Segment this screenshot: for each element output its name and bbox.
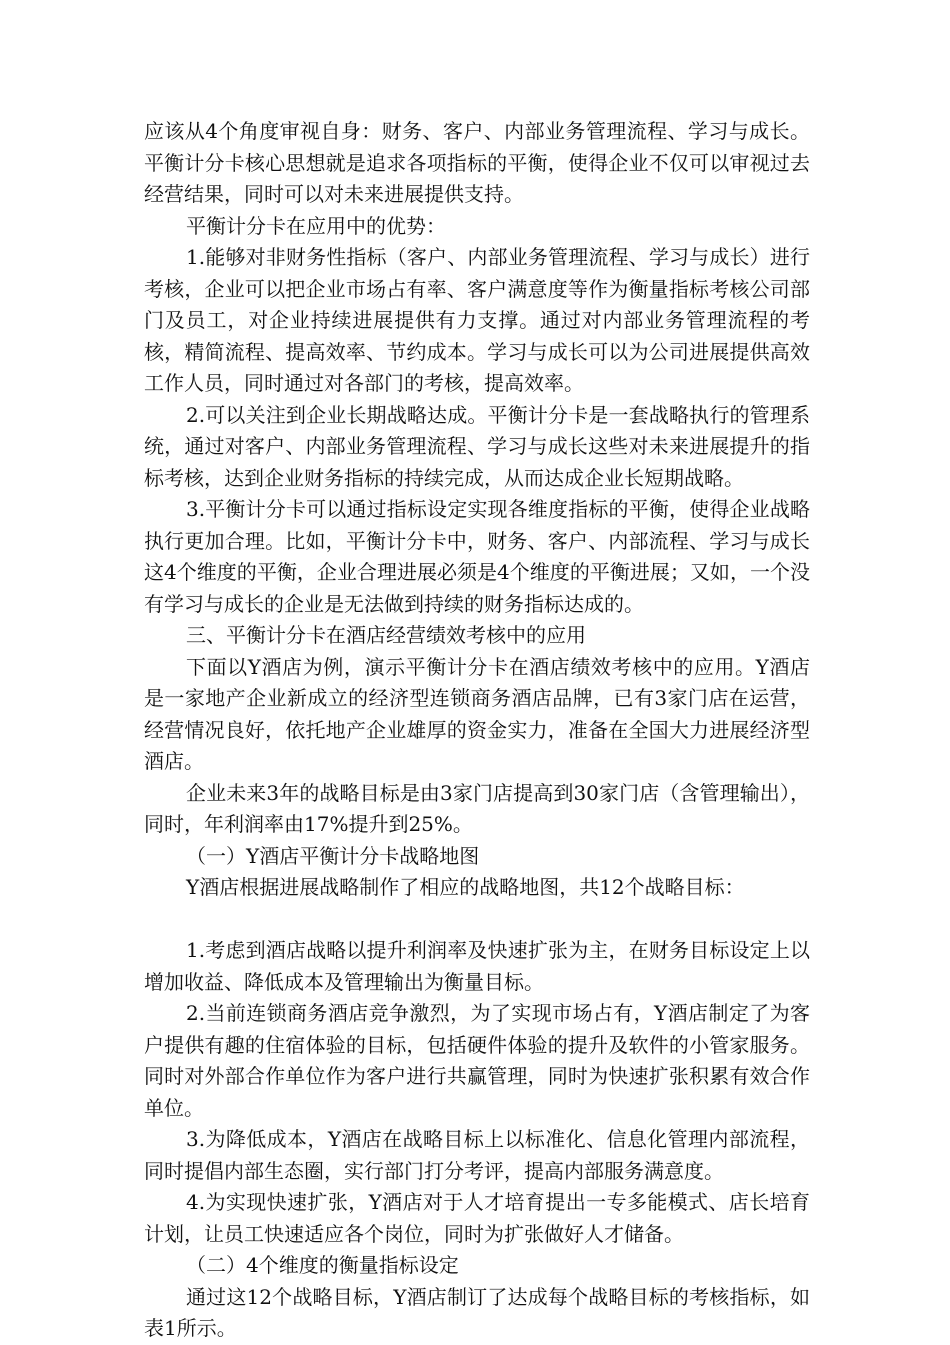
paragraph-advantages-intro: 平衡计分卡在应用中的优势： bbox=[186, 213, 446, 238]
subheading-strategy-map: （一）Y酒店平衡计分卡战略地图 bbox=[186, 843, 480, 868]
paragraph-advantage-3: 3.平衡计分卡可以通过指标设定实现各维度指标的平衡，使得企业战略执行更加合理。比如，平衡计分卡中，财务、客户、内部流程、学习与成长这4个维度的平衡，企业合理进展必须是4个维度的平衡进展；又如，一个没有学习与成长的企业是无法做到持续的财务指标达成的。 bbox=[144, 497, 810, 616]
paragraph-strategy-map: Y酒店根据进展战略制作了相应的战略地图，共12个战略目标： bbox=[186, 875, 745, 899]
paragraph-continuation: 应该从4个角度审视自身：财务、客户、内部业务管理流程、学习与成长。平衡计分卡核心思想就是追求各项指标的平衡，使得企业不仅可以审视过去经营结果，同时可以对未来进展提供支持。 bbox=[144, 119, 810, 206]
paragraph-goal-3: 3.为降低成本，Y酒店在战略目标上以标准化、信息化管理内部流程，同时提倡内部生态圈，实行部门打分考评，提高内部服务满意度。 bbox=[144, 1127, 810, 1183]
paragraph-goal-4: 4.为实现快速扩张，Y酒店对于人才培育提出一专多能模式、店长培育计划，让员工快速适应各个岗位，同时为扩张做好人才储备。 bbox=[144, 1190, 810, 1246]
section-heading-3: 三、平衡计分卡在酒店经营绩效考核中的应用 bbox=[186, 623, 586, 647]
paragraph-metrics: 通过这12个战略目标，Y酒店制订了达成每个战略目标的考核指标，如表1所示。 bbox=[144, 1284, 810, 1340]
paragraph-goal-1: 1.考虑到酒店战略以提升利润率及快速扩张为主，在财务目标设定上以增加收益、降低成本及管理输出为衡量目标。 bbox=[144, 938, 810, 994]
paragraph-advantage-2: 2.可以关注到企业长期战略达成。平衡计分卡是一套战略执行的管理系统，通过对客户、内部业务管理流程、学习与成长这些对未来进展提升的指标考核，达到企业财务指标的持续完成，从而达成企业长短期战略。 bbox=[144, 402, 810, 490]
paragraph-goal-2: 2.当前连锁商务酒店竞争激烈，为了实现市场占有，Y酒店制定了为客户提供有趣的住宿体验的目标，包括硬件体验的提升及软件的小管家服务。同时对外部合作单位作为客户进行共赢管理，同时为快速扩张积累有效合作单位。 bbox=[144, 1001, 810, 1120]
paragraph-strategic-goal: 企业未来3年的战略目标是由3家门店提高到30家门店（含管理输出），同时，年利润率由17%提升到25%。 bbox=[144, 780, 810, 836]
paragraph-hotel-intro: 下面以Y酒店为例，演示平衡计分卡在酒店绩效考核中的应用。Y酒店是一家地产企业新成立的经济型连锁商务酒店品牌，已有3家门店在运营，经营情况良好，依托地产企业雄厚的资金实力，准备在全国大力进展经济型酒店。 bbox=[144, 654, 810, 773]
blank-line bbox=[144, 904, 810, 936]
subheading-metrics: （二）4个维度的衡量指标设定 bbox=[186, 1253, 459, 1277]
document-body bbox=[144, 116, 810, 1345]
paragraph-advantage-1: 1.能够对非财务性指标（客户、内部业务管理流程、学习与成长）进行考核，企业可以把企业市场占有率、客户满意度等作为衡量指标考核公司部门及员工，对企业持续进展提供有力支撑。通过对内部业务管理流程的考核，精简流程、提高效率、节约成本。学习与成长可以为公司进展提供高效工作人员，同时通过对各部门的考核，提高效率。 bbox=[144, 245, 810, 395]
